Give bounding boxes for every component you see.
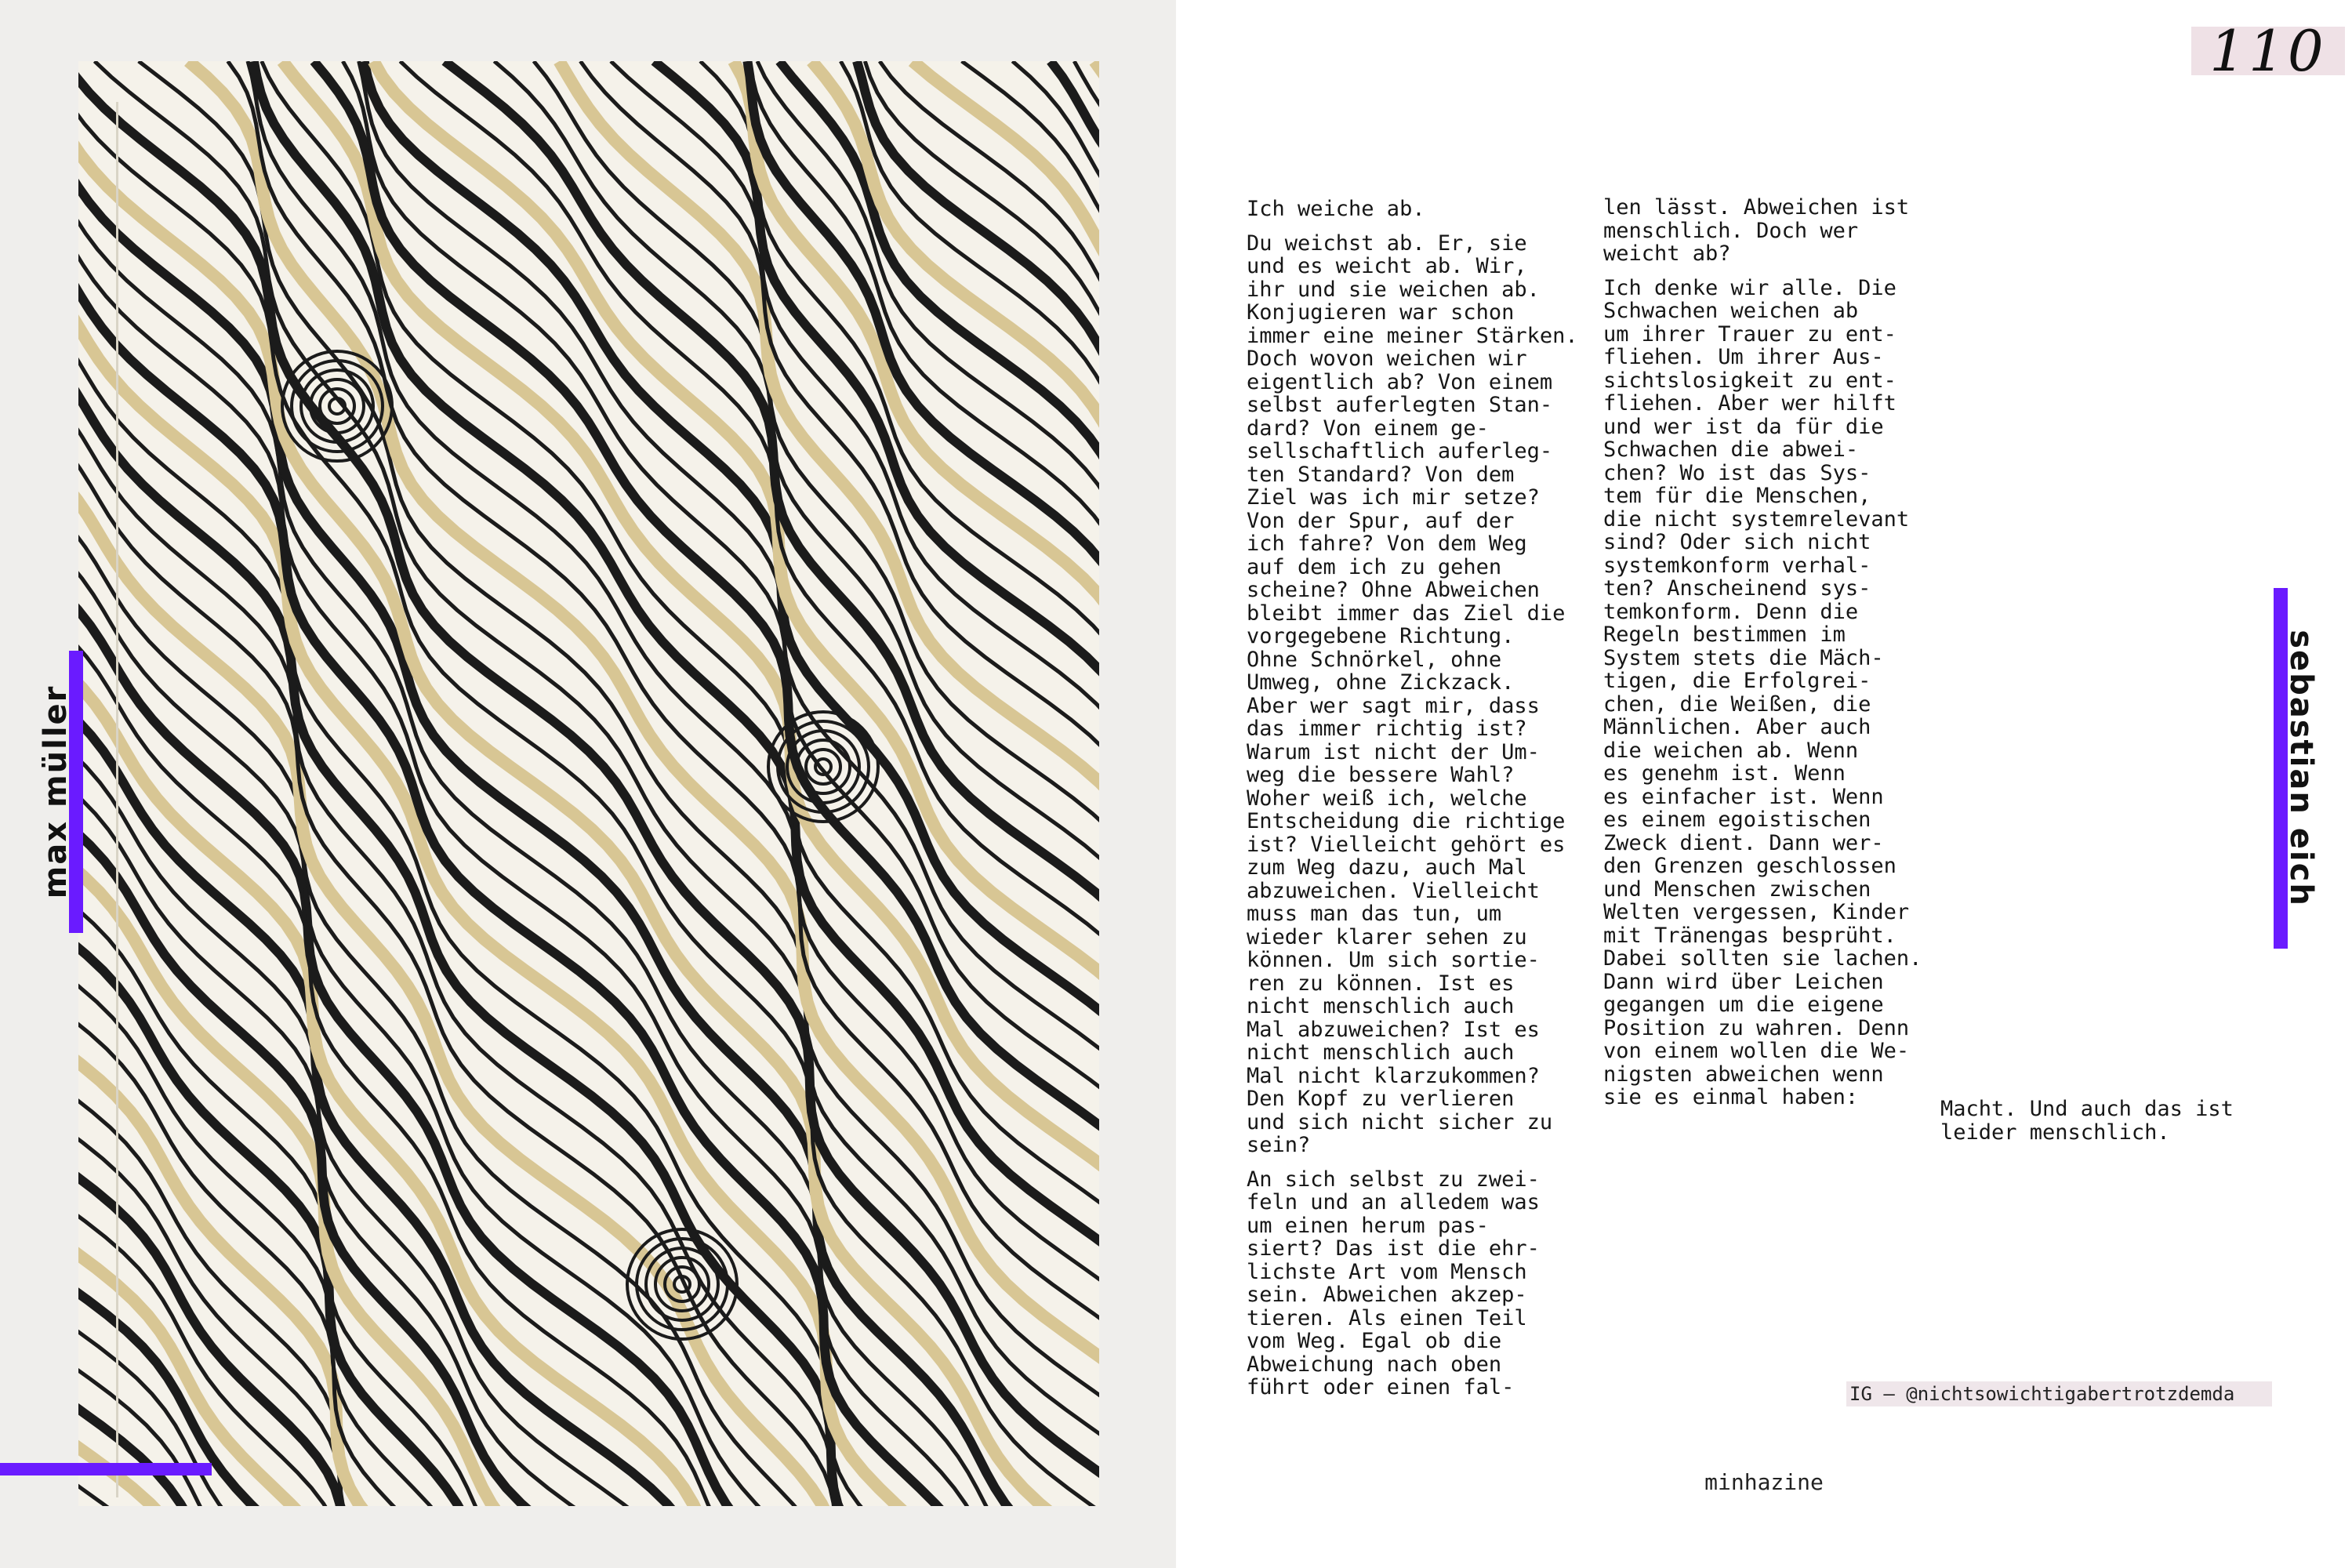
paragraph: Ich weiche ab. — [1247, 197, 1425, 221]
article-column-3 — [1940, 1098, 2278, 1155]
paragraph: An sich selbst zu zwei- feln und an alledem was um einen herum pas- siert? Das ist die ehr- lichste Art vom Mensch sein. Abweichen akzep- tieren. Als einen Teil vom Weg. Egal ob die Abweichung nach oben führt oder einen fal- — [1247, 1167, 1540, 1399]
article-column-1 — [1247, 198, 1584, 1410]
article-column-2 — [1603, 196, 1940, 1120]
paragraph: Du weichst ab. Er, sie und es weicht ab. Wir, ihr und sie weichen ab. Konjugieren war schon immer eine meiner Stärken. Doch wovon weichen wir eigentlich ab? Von einem selbst auferlegten Stan- dard? Von einem ge- sellschaftlich auferleg- ten Standard? Von dem Ziel was ich mir setze? Von der Spur, auf der ich fahre? Von dem Weg auf dem ich zu gehen scheine? Ohne Abweichen bleibt immer das Ziel die vorgegebene Richtung. Ohne Schnörkel, ohne Umweg, ohne Zickzack. Aber wer sagt mir, dass das immer richtig ist? Warum ist nicht der Um- weg die bessere Wahl? Woher weiß ich, welche Entscheidung die richtige ist? Vielleicht gehört es zum Weg dazu, auch Mal abzuweichen. Vielleicht muss man das tun, um wieder klarer sehen zu können. Um sich sortie- ren zu können. Ist es nicht menschlich auch Mal abzuweichen? Ist es nicht menschlich auch Mal nicht klarzukommen? Den Kopf zu verlieren und sich nicht sicher zu sein? — [1247, 230, 1578, 1157]
author-right — [2274, 588, 2319, 949]
accent-bar — [0, 1463, 212, 1475]
author-right-name: sebastian eich — [2283, 630, 2319, 907]
author-left-name: max müller — [38, 684, 74, 899]
magazine-footer: minhazine — [1704, 1469, 1824, 1495]
author-left — [38, 651, 83, 933]
paragraph: Ich denke wir alle. Die Schwachen weichen ab um ihrer Trauer zu ent- fliehen. Um ihrer Aus- sichtslosigkeit zu ent- fliehen. Aber wer hilft und wer ist da für die Schwachen die abwei- chen? Wo ist das Sys- tem für die Menschen, die nicht systemrelevant sind? Oder sich nicht systemkonform verhal- ten? Anscheinend sys- temkonform. Denn die Regeln bestimmen im System stets die Mäch- tigen, die Erfolgrei- chen, die Weißen, die Männlichen. Aber auch die weichen ab. Wenn es genehm ist. Wenn es einfacher ist. Wenn es einem egoistischen Zweck dient. Dann wer- den Grenzen geschlossen und Menschen zwischen Welten vergessen, Kinder mit Tränengas besprüht. Dabei sollten sie lachen. Dann wird über Leichen gegangen um die eigene Position zu wahren. Denn von einem wollen die We- nigsten abweichen wenn sie es einmal haben: — [1603, 275, 1922, 1109]
page-number: 110 — [2191, 27, 2345, 75]
paragraph: Macht. Und auch das ist leider menschlich. — [1940, 1097, 2234, 1145]
artwork-fold-line — [116, 102, 118, 1497]
artwork-image — [78, 61, 1099, 1506]
abstract-wave-pattern-icon — [78, 61, 1099, 1506]
paragraph: len lässt. Abweichen ist menschlich. Doch wer weicht ab? — [1603, 195, 1910, 266]
instagram-handle: IG – @nichtsowichtigabertrotzdemda — [1846, 1381, 2272, 1406]
